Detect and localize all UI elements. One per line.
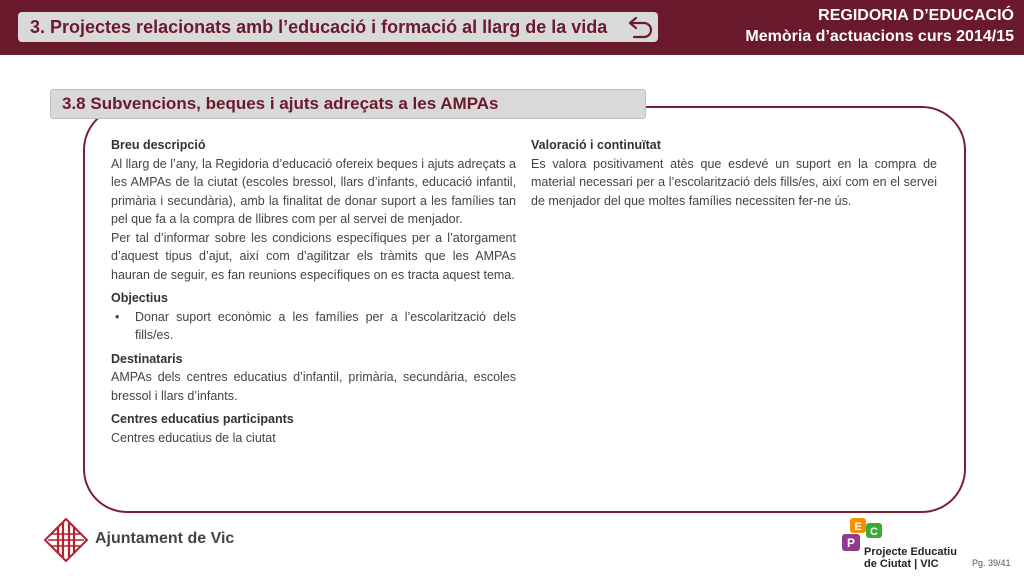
evaluation-text: Es valora positivament atès que esdevé un suport en la compra de material necessari per a l’escolarització dels fills/es, així com en el servei de menjador del que moltes famílies necessiten fer-ne ús. bbox=[531, 156, 937, 208]
recipients-text: AMPAs dels centres educatius d’infantil, primària, secundària, escoles bressol i llars d’infants. bbox=[111, 370, 516, 403]
left-column bbox=[111, 136, 516, 452]
recipients-block bbox=[111, 350, 516, 406]
page-number: Pg. 39/41 bbox=[972, 558, 1011, 568]
objectives-heading: Objectius bbox=[111, 291, 168, 305]
org-block bbox=[745, 5, 1014, 47]
evaluation-heading: Valoració i continuïtat bbox=[531, 138, 661, 152]
description-block bbox=[111, 136, 516, 284]
subsection-title-box bbox=[50, 89, 646, 119]
org-name: REGIDORIA D’EDUCACIÓ bbox=[818, 7, 1014, 24]
centres-heading: Centres educatius participants bbox=[111, 412, 294, 426]
pec-letter-p: P bbox=[846, 536, 856, 550]
pec-line-2: de Ciutat | VIC bbox=[864, 558, 939, 570]
objectives-block bbox=[111, 289, 516, 345]
pec-logo-text bbox=[864, 546, 957, 570]
subsection-title: 3.8 Subvencions, beques i ajuts adreçats a les AMPAs bbox=[62, 94, 499, 113]
objective-item: • Donar suport econòmic a les famílies per a l’escolarització dels fills/es. bbox=[135, 308, 516, 345]
centres-text: Centres educatius de la ciutat bbox=[111, 430, 276, 445]
objectives-list bbox=[111, 308, 516, 345]
footer-org-name: Ajuntament de Vic bbox=[95, 530, 235, 547]
description-heading: Breu descripció bbox=[111, 138, 206, 152]
section-title-box bbox=[18, 12, 658, 42]
pec-letter-e: E bbox=[854, 521, 862, 533]
description-paragraph-1: Al llarg de l’any, la Regidoria d’educació ofereix beques i ajuts adreçats a les AMPAs de la ciutat (escoles bressol, llars d’infants, educació infantil, primària i secundària), amb la finalitat de donar suport a les famílies tan pel que fa a la compra de llibres com per al servei de menjador. bbox=[111, 156, 516, 226]
header-bar bbox=[0, 0, 1024, 55]
report-title: Memòria d’actuacions curs 2014/15 bbox=[745, 28, 1014, 45]
description-paragraph-2: Per tal d’informar sobre les condicions específiques per a l’atorgament d’aquest tipus d’ajut, així com d’agilitzar els tràmits que les AMPAs hauran de seguir, es fan reunions específiques on es tracta aquest tema. bbox=[111, 230, 516, 282]
recipients-heading: Destinataris bbox=[111, 351, 183, 366]
return-arrow-icon[interactable] bbox=[626, 14, 656, 40]
pec-letter-c: C bbox=[870, 526, 878, 538]
section-title: 3. Projectes relacionats amb l’educació i formació al llarg de la vida bbox=[30, 16, 608, 37]
ajuntament-de-vic-shield-logo bbox=[44, 518, 88, 562]
pec-line-1: Projecte Educatiu bbox=[864, 546, 957, 558]
right-column bbox=[531, 136, 937, 210]
centres-block bbox=[111, 410, 516, 447]
